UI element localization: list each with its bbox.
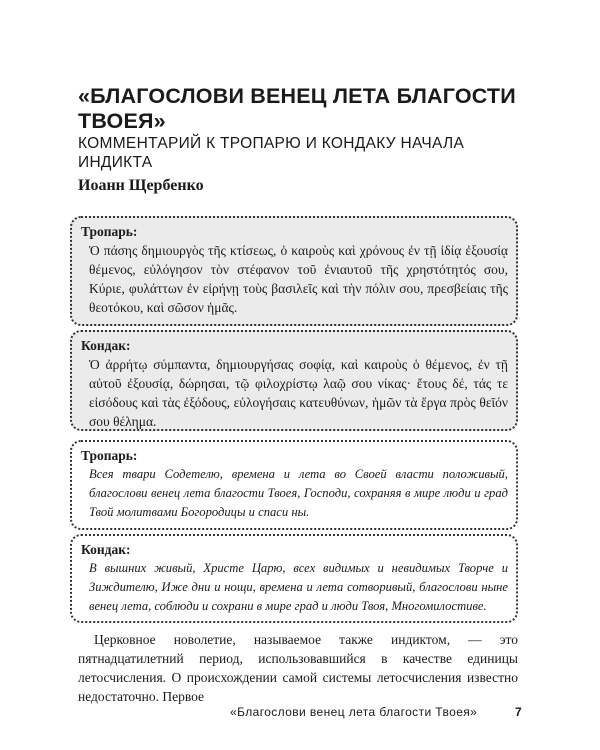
kontakion-greek-text: Ὁ ἀρρήτῳ σύμπαντα, δημιουργήσας σοφίᾳ, καὶ καιροὺς ὁ θέμενος, ἐν τῇ αὐτοῦ ἐξουσίᾳ, δώρησαι, τῷ φιλοχρίστῳ λαῷ σου νίκας· ἔτους δέ, τάς τε εἰσόδους καὶ τὰς ἐξόδους, εὐλογήσαις κατευθύνων, ἡμῶν τὰ ἔργα πρὸς θεῖόν σου θέλημα. <box>89 357 508 429</box>
troparion-slavonic-label: Тропарь: <box>81 448 138 463</box>
troparion-slavonic-text: Всея твари Содетелю, времена и лета во Своей власти положивый, благослови венец лета благости Твоея, Господи, сохраняя в мире люди и град Твой молитвами Богородицы и спаси ны. <box>89 467 508 519</box>
troparion-greek-text: Ὁ πάσης δημιουργὸς τῆς κτίσεως, ὁ καιροὺς καὶ χρόνους ἐν τῇ ἰδίᾳ ἐξουσίᾳ θέμενος, εὐλόγησον τὸν στέφανον τοῦ ἐνιαυτοῦ τῆς χρηστότητός σου, Κύριε, φυλάττων ἐν εἰρήνῃ τοὺς βασιλεῖς καὶ τὴν πόλιν σου, πρεσβείαις τῆς θεοτόκου, καὶ σῶσον ἡμᾶς. <box>89 243 508 315</box>
body-paragraph: Церковное новолетие, называемое также индиктом, — это пятнадцатилетний период, использовавшийся в качестве единицы летосчисления. О происхождении самой системы летосчисления известно недостаточно. Первое <box>78 632 518 704</box>
kontakion-slavonic-label: Кондак: <box>81 542 131 557</box>
running-title: «Благослови венец лета благости Твоея» <box>230 705 478 719</box>
kontakion-slavonic-text: В вышних живый, Христе Царю, всех видимых и невидимых Творче и Зиждителю, Иже дни и нощи, времена и лета сотворивый, благослови ныне венец лета, соблюди и сохрани в мире град и люди Твоя, Многомилостиве. <box>89 561 508 613</box>
chapter-title: «БЛАГОСЛОВИ ВЕНЕЦ ЛЕТА БЛАГОСТИ ТВОЕЯ» <box>78 84 516 133</box>
kontakion-slavonic-box <box>70 534 518 623</box>
author-name: Иоанн Щербенко <box>78 177 204 194</box>
kontakion-greek-box <box>70 330 518 431</box>
troparion-greek-box <box>70 216 518 326</box>
kontakion-greek-label: Кондак: <box>81 338 131 353</box>
chapter-subtitle: КОММЕНТАРИЙ К ТРОПАРЮ И КОНДАКУ НАЧАЛА ИНДИКТА <box>78 135 465 171</box>
troparion-greek-label: Тропарь: <box>81 224 138 239</box>
troparion-slavonic-box <box>70 440 518 530</box>
page-number: 7 <box>515 705 523 719</box>
